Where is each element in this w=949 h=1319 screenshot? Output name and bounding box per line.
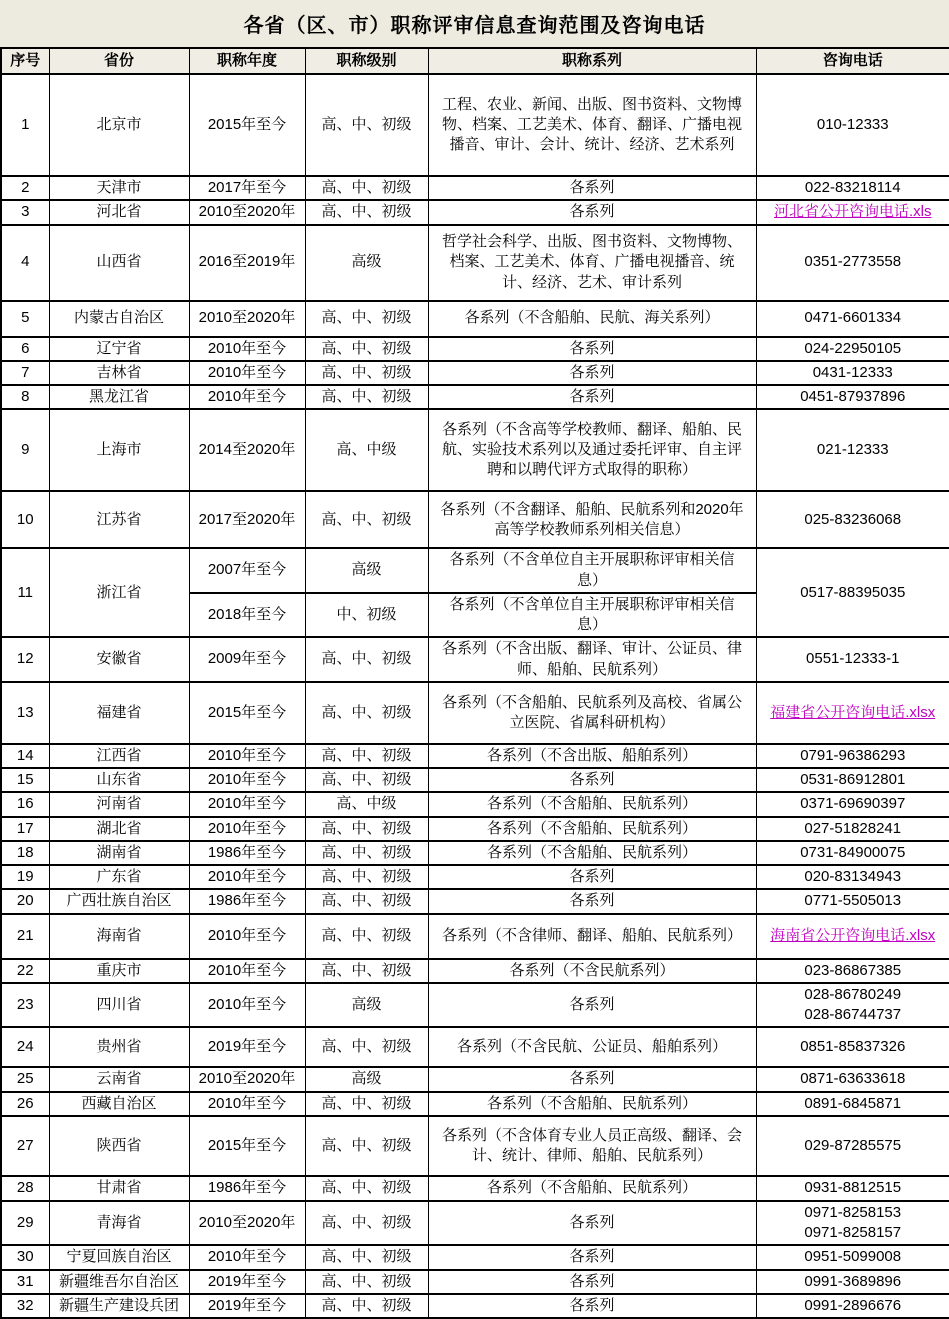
cell-phone <box>756 744 949 768</box>
column-header: 省份 <box>49 48 189 74</box>
cell-serial: 30 <box>1 1245 49 1269</box>
cell-phone <box>756 1245 949 1269</box>
table-row <box>1 491 949 548</box>
cell-level: 高、中、初级 <box>305 491 428 548</box>
cell-serial: 17 <box>1 817 49 841</box>
cell-year: 2010年至今 <box>189 385 305 409</box>
cell-year: 1986年至今 <box>189 889 305 913</box>
table-row <box>1 409 949 491</box>
phone-number: 0551-12333-1 <box>806 650 900 668</box>
cell-level: 高、中、初级 <box>305 637 428 682</box>
cell-year: 2010至2020年 <box>189 1067 305 1091</box>
phone-number: 024-22950105 <box>804 339 902 357</box>
table-row <box>1 1027 949 1067</box>
cell-level: 高、中、初级 <box>305 841 428 865</box>
cell-phone <box>756 361 949 385</box>
phone-number: 025-83236068 <box>804 510 902 528</box>
cell-province: 吉林省 <box>49 361 189 385</box>
table-row <box>1 983 949 1028</box>
cell-year: 2017年至今 <box>189 176 305 200</box>
cell-year: 2010至2020年 <box>189 1201 305 1246</box>
column-header: 职称级别 <box>305 48 428 74</box>
cell-year: 2010年至今 <box>189 914 305 959</box>
cell-serial: 11 <box>1 548 49 637</box>
cell-phone <box>756 983 949 1028</box>
cell-phone <box>756 959 949 983</box>
cell-year: 2019年至今 <box>189 1027 305 1067</box>
column-header: 职称年度 <box>189 48 305 74</box>
cell-province: 山西省 <box>49 225 189 301</box>
cell-level: 高、中级 <box>305 409 428 491</box>
cell-year: 2010年至今 <box>189 768 305 792</box>
cell-level: 高、中、初级 <box>305 889 428 913</box>
table-row <box>1 682 949 744</box>
cell-series: 各系列 <box>428 768 756 792</box>
cell-series: 各系列（不含单位自主开展职称评审相关信息） <box>428 593 756 638</box>
cell-serial: 22 <box>1 959 49 983</box>
phone-number: 0771-5505013 <box>804 892 902 910</box>
cell-series: 各系列 <box>428 176 756 200</box>
cell-level: 高、中、初级 <box>305 361 428 385</box>
table-row <box>1 817 949 841</box>
phone-number: 0991-2896676 <box>804 1296 902 1314</box>
cell-year: 2010至2020年 <box>189 301 305 337</box>
phone-number: 0371-69690397 <box>800 795 906 813</box>
cell-year: 2010年至今 <box>189 361 305 385</box>
cell-year: 2010年至今 <box>189 792 305 816</box>
cell-level: 高、中、初级 <box>305 1294 428 1318</box>
cell-province: 上海市 <box>49 409 189 491</box>
cell-province: 辽宁省 <box>49 337 189 361</box>
table-row <box>1 176 949 200</box>
cell-level: 高、中、初级 <box>305 1201 428 1246</box>
phone-number: 0851-85837326 <box>800 1038 906 1056</box>
cell-serial: 25 <box>1 1067 49 1091</box>
cell-year: 2019年至今 <box>189 1270 305 1294</box>
phone-number: 0931-8812515 <box>804 1179 902 1197</box>
cell-level: 高、中、初级 <box>305 1116 428 1176</box>
cell-serial: 24 <box>1 1027 49 1067</box>
table-row <box>1 337 949 361</box>
phone-number: 027-51828241 <box>804 819 902 837</box>
cell-serial: 28 <box>1 1176 49 1201</box>
phone-number: 0517-88395035 <box>800 583 906 601</box>
cell-serial: 26 <box>1 1092 49 1116</box>
cell-province: 江西省 <box>49 744 189 768</box>
cell-phone <box>756 768 949 792</box>
cell-phone <box>756 889 949 913</box>
phone-number: 029-87285575 <box>804 1136 902 1154</box>
cell-year: 2015年至今 <box>189 74 305 176</box>
cell-phone <box>756 1201 949 1246</box>
table-row <box>1 1116 949 1176</box>
cell-year: 2010年至今 <box>189 817 305 841</box>
header-row <box>1 48 949 74</box>
cell-phone <box>756 1027 949 1067</box>
cell-province: 黑龙江省 <box>49 385 189 409</box>
cell-phone <box>756 409 949 491</box>
table-row <box>1 200 949 224</box>
cell-level: 高、中、初级 <box>305 301 428 337</box>
cell-year: 1986年至今 <box>189 841 305 865</box>
cell-series: 各系列 <box>428 337 756 361</box>
cell-level: 高、中级 <box>305 792 428 816</box>
phone-number: 0991-3689896 <box>804 1272 902 1290</box>
cell-province: 海南省 <box>49 914 189 959</box>
cell-serial: 21 <box>1 914 49 959</box>
cell-serial: 15 <box>1 768 49 792</box>
cell-province: 北京市 <box>49 74 189 176</box>
cell-province: 青海省 <box>49 1201 189 1246</box>
cell-year: 1986年至今 <box>189 1176 305 1201</box>
cell-province: 宁夏回族自治区 <box>49 1245 189 1269</box>
cell-serial: 29 <box>1 1201 49 1246</box>
cell-series: 各系列 <box>428 385 756 409</box>
phone-number: 0951-5099008 <box>804 1248 902 1266</box>
cell-series: 各系列 <box>428 865 756 889</box>
cell-year: 2016至2019年 <box>189 225 305 301</box>
cell-serial: 14 <box>1 744 49 768</box>
cell-province: 山东省 <box>49 768 189 792</box>
phone-number: 021-12333 <box>816 441 889 459</box>
cell-serial: 8 <box>1 385 49 409</box>
cell-year: 2010年至今 <box>189 1245 305 1269</box>
cell-phone <box>756 682 949 744</box>
cell-phone <box>756 548 949 637</box>
cell-year: 2015年至今 <box>189 1116 305 1176</box>
cell-series: 各系列（不含船舶、民航系列） <box>428 792 756 816</box>
cell-serial: 27 <box>1 1116 49 1176</box>
cell-level: 高级 <box>305 1067 428 1091</box>
cell-serial: 10 <box>1 491 49 548</box>
cell-serial: 23 <box>1 983 49 1028</box>
cell-level: 高、中、初级 <box>305 1176 428 1201</box>
cell-year: 2010年至今 <box>189 983 305 1028</box>
cell-phone <box>756 74 949 176</box>
phone-number: 0871-63633618 <box>800 1070 906 1088</box>
table-row <box>1 1176 949 1201</box>
cell-level: 高、中、初级 <box>305 1092 428 1116</box>
table-row <box>1 1067 949 1091</box>
cell-phone <box>756 301 949 337</box>
cell-phone <box>756 1294 949 1318</box>
cell-year: 2019年至今 <box>189 1294 305 1318</box>
cell-level: 高、中、初级 <box>305 1027 428 1067</box>
cell-series: 各系列 <box>428 361 756 385</box>
cell-phone <box>756 792 949 816</box>
cell-series: 各系列 <box>428 1270 756 1294</box>
table-row <box>1 865 949 889</box>
cell-year: 2010年至今 <box>189 959 305 983</box>
phone-link[interactable]: 河北省公开咨询电话.xls <box>773 203 932 221</box>
table-row <box>1 74 949 176</box>
cell-province: 内蒙古自治区 <box>49 301 189 337</box>
cell-phone <box>756 817 949 841</box>
cell-serial: 12 <box>1 637 49 682</box>
cell-serial: 3 <box>1 200 49 224</box>
cell-province: 广西壮族自治区 <box>49 889 189 913</box>
cell-series: 工程、农业、新闻、出版、图书资料、文物博物、档案、工艺美术、体育、翻译、广播电视播音、审计、会计、统计、经济、艺术系列 <box>428 74 756 176</box>
phone-number: 028-86744737 <box>804 1006 902 1023</box>
cell-year: 2017至2020年 <box>189 491 305 548</box>
cell-province: 湖北省 <box>49 817 189 841</box>
cell-year: 2010年至今 <box>189 865 305 889</box>
cell-serial: 9 <box>1 409 49 491</box>
cell-series: 各系列（不含民航系列） <box>428 959 756 983</box>
cell-phone <box>756 337 949 361</box>
cell-phone <box>756 914 949 959</box>
table-row <box>1 301 949 337</box>
cell-year: 2014至2020年 <box>189 409 305 491</box>
cell-level: 高、中、初级 <box>305 682 428 744</box>
cell-province: 新疆生产建设兵团 <box>49 1294 189 1318</box>
cell-series: 各系列 <box>428 983 756 1028</box>
cell-province: 云南省 <box>49 1067 189 1091</box>
cell-province: 浙江省 <box>49 548 189 637</box>
cell-province: 江苏省 <box>49 491 189 548</box>
phone-number: 0971-8258153 <box>804 1203 902 1221</box>
cell-level: 高、中、初级 <box>305 200 428 224</box>
cell-province: 广东省 <box>49 865 189 889</box>
phone-number: 0431-12333 <box>812 363 893 381</box>
phone-number: 0891-6845871 <box>804 1094 902 1112</box>
table-row <box>1 1270 949 1294</box>
cell-province: 湖南省 <box>49 841 189 865</box>
cell-year: 2015年至今 <box>189 682 305 744</box>
cell-province: 四川省 <box>49 983 189 1028</box>
table-row <box>1 841 949 865</box>
cell-phone <box>756 1092 949 1116</box>
cell-year: 2009年至今 <box>189 637 305 682</box>
page-title: 各省（区、市）职称评审信息查询范围及咨询电话 <box>0 0 949 47</box>
cell-series: 各系列 <box>428 889 756 913</box>
cell-series: 各系列（不含单位自主开展职称评审相关信息） <box>428 548 756 593</box>
cell-province: 甘肃省 <box>49 1176 189 1201</box>
cell-serial: 2 <box>1 176 49 200</box>
cell-phone <box>756 865 949 889</box>
cell-serial: 13 <box>1 682 49 744</box>
cell-phone <box>756 1176 949 1201</box>
cell-year: 2010年至今 <box>189 1092 305 1116</box>
cell-year: 2007年至今 <box>189 548 305 593</box>
cell-serial: 5 <box>1 301 49 337</box>
cell-year: 2010年至今 <box>189 744 305 768</box>
cell-series: 各系列（不含船舶、民航系列） <box>428 1176 756 1201</box>
cell-serial: 31 <box>1 1270 49 1294</box>
cell-province: 贵州省 <box>49 1027 189 1067</box>
cell-series: 哲学社会科学、出版、图书资料、文物博物、档案、工艺美术、体育、广播电视播音、统计、经济、艺术、审计系列 <box>428 225 756 301</box>
cell-province: 安徽省 <box>49 637 189 682</box>
phone-number: 010-12333 <box>816 115 889 133</box>
cell-phone <box>756 1067 949 1091</box>
cell-serial: 1 <box>1 74 49 176</box>
cell-series: 各系列（不含翻译、船舶、民航系列和2020年高等学校教师系列相关信息） <box>428 491 756 548</box>
cell-series: 各系列 <box>428 1067 756 1091</box>
cell-year: 2010至2020年 <box>189 200 305 224</box>
cell-serial: 18 <box>1 841 49 865</box>
cell-level: 高、中、初级 <box>305 385 428 409</box>
cell-level: 高、中、初级 <box>305 74 428 176</box>
cell-level: 高、中、初级 <box>305 1270 428 1294</box>
cell-series: 各系列（不含体育专业人员正高级、翻译、会计、统计、律师、船舶、民航系列） <box>428 1116 756 1176</box>
cell-level: 高、中、初级 <box>305 914 428 959</box>
cell-level: 高、中、初级 <box>305 337 428 361</box>
table-row <box>1 914 949 959</box>
cell-phone <box>756 385 949 409</box>
phone-number: 0471-6601334 <box>804 309 902 327</box>
cell-series: 各系列 <box>428 1294 756 1318</box>
cell-level: 高、中、初级 <box>305 176 428 200</box>
cell-phone <box>756 637 949 682</box>
cell-phone <box>756 1270 949 1294</box>
column-header: 咨询电话 <box>756 48 949 74</box>
cell-level: 高、中、初级 <box>305 865 428 889</box>
cell-series: 各系列（不含律师、翻译、船舶、民航系列） <box>428 914 756 959</box>
cell-series: 各系列（不含船舶、民航系列及高校、省属公立医院、省属科研机构） <box>428 682 756 744</box>
cell-serial: 7 <box>1 361 49 385</box>
table-body <box>1 74 949 1318</box>
cell-phone <box>756 1116 949 1176</box>
column-header: 职称系列 <box>428 48 756 74</box>
cell-series: 各系列 <box>428 1201 756 1246</box>
table-row <box>1 637 949 682</box>
cell-level: 高级 <box>305 225 428 301</box>
cell-series: 各系列 <box>428 1245 756 1269</box>
table-row <box>1 744 949 768</box>
cell-serial: 32 <box>1 1294 49 1318</box>
cell-level: 高、中、初级 <box>305 1245 428 1269</box>
cell-series: 各系列（不含船舶、民航系列） <box>428 817 756 841</box>
table-row <box>1 792 949 816</box>
cell-serial: 4 <box>1 225 49 301</box>
table-row <box>1 1245 949 1269</box>
cell-province: 河南省 <box>49 792 189 816</box>
cell-level: 高级 <box>305 548 428 593</box>
cell-phone <box>756 225 949 301</box>
table-row <box>1 361 949 385</box>
cell-level: 中、初级 <box>305 593 428 638</box>
cell-year: 2010年至今 <box>189 337 305 361</box>
cell-serial: 20 <box>1 889 49 913</box>
cell-phone <box>756 200 949 224</box>
phone-number: 020-83134943 <box>804 868 902 885</box>
table-row <box>1 1201 949 1246</box>
cell-series: 各系列（不含民航、公证员、船舶系列） <box>428 1027 756 1067</box>
cell-phone <box>756 176 949 200</box>
cell-phone <box>756 491 949 548</box>
cell-province: 重庆市 <box>49 959 189 983</box>
phone-number: 028-86780249 <box>804 985 902 1003</box>
phone-number: 0531-86912801 <box>800 771 906 788</box>
phone-number: 023-86867385 <box>804 961 902 979</box>
cell-level: 高、中、初级 <box>305 817 428 841</box>
phone-number: 0791-96386293 <box>800 746 906 764</box>
cell-province: 福建省 <box>49 682 189 744</box>
table-row <box>1 768 949 792</box>
phone-number: 0731-84900075 <box>800 843 906 861</box>
cell-province: 河北省 <box>49 200 189 224</box>
table-row <box>1 959 949 983</box>
table-row <box>1 889 949 913</box>
provinces-table <box>0 47 949 1319</box>
cell-series: 各系列（不含船舶、民航系列） <box>428 1092 756 1116</box>
phone-link[interactable]: 海南省公开咨询电话.xlsx <box>770 926 936 944</box>
phone-number: 0351-2773558 <box>804 253 902 271</box>
cell-year: 2018年至今 <box>189 593 305 638</box>
phone-number: 022-83218114 <box>804 179 901 196</box>
cell-province: 新疆维吾尔自治区 <box>49 1270 189 1294</box>
cell-serial: 16 <box>1 792 49 816</box>
cell-series: 各系列（不含高等学校教师、翻译、船舶、民航、实验技术系列以及通过委托评审、自主评聘和以聘代评方式取得的职称） <box>428 409 756 491</box>
cell-province: 西藏自治区 <box>49 1092 189 1116</box>
cell-province: 陕西省 <box>49 1116 189 1176</box>
table-row <box>1 1294 949 1318</box>
table-row <box>1 1092 949 1116</box>
cell-series: 各系列（不含船舶、民航系列） <box>428 841 756 865</box>
cell-level: 高级 <box>305 983 428 1028</box>
phone-number: 0451-87937896 <box>800 388 906 405</box>
cell-series: 各系列（不含出版、船舶系列） <box>428 744 756 768</box>
cell-level: 高、中、初级 <box>305 959 428 983</box>
cell-province: 天津市 <box>49 176 189 200</box>
cell-series: 各系列（不含船舶、民航、海关系列） <box>428 301 756 337</box>
phone-number: 0971-8258157 <box>804 1224 902 1241</box>
cell-phone <box>756 841 949 865</box>
cell-serial: 6 <box>1 337 49 361</box>
table-row <box>1 385 949 409</box>
cell-series: 各系列 <box>428 200 756 224</box>
column-header: 序号 <box>1 48 49 74</box>
table-row <box>1 548 949 593</box>
cell-series: 各系列（不含出版、翻译、审计、公证员、律师、船舶、民航系列） <box>428 637 756 682</box>
cell-level: 高、中、初级 <box>305 768 428 792</box>
cell-level: 高、中、初级 <box>305 744 428 768</box>
table-row <box>1 225 949 301</box>
phone-link[interactable]: 福建省公开咨询电话.xlsx <box>770 703 936 721</box>
cell-serial: 19 <box>1 865 49 889</box>
